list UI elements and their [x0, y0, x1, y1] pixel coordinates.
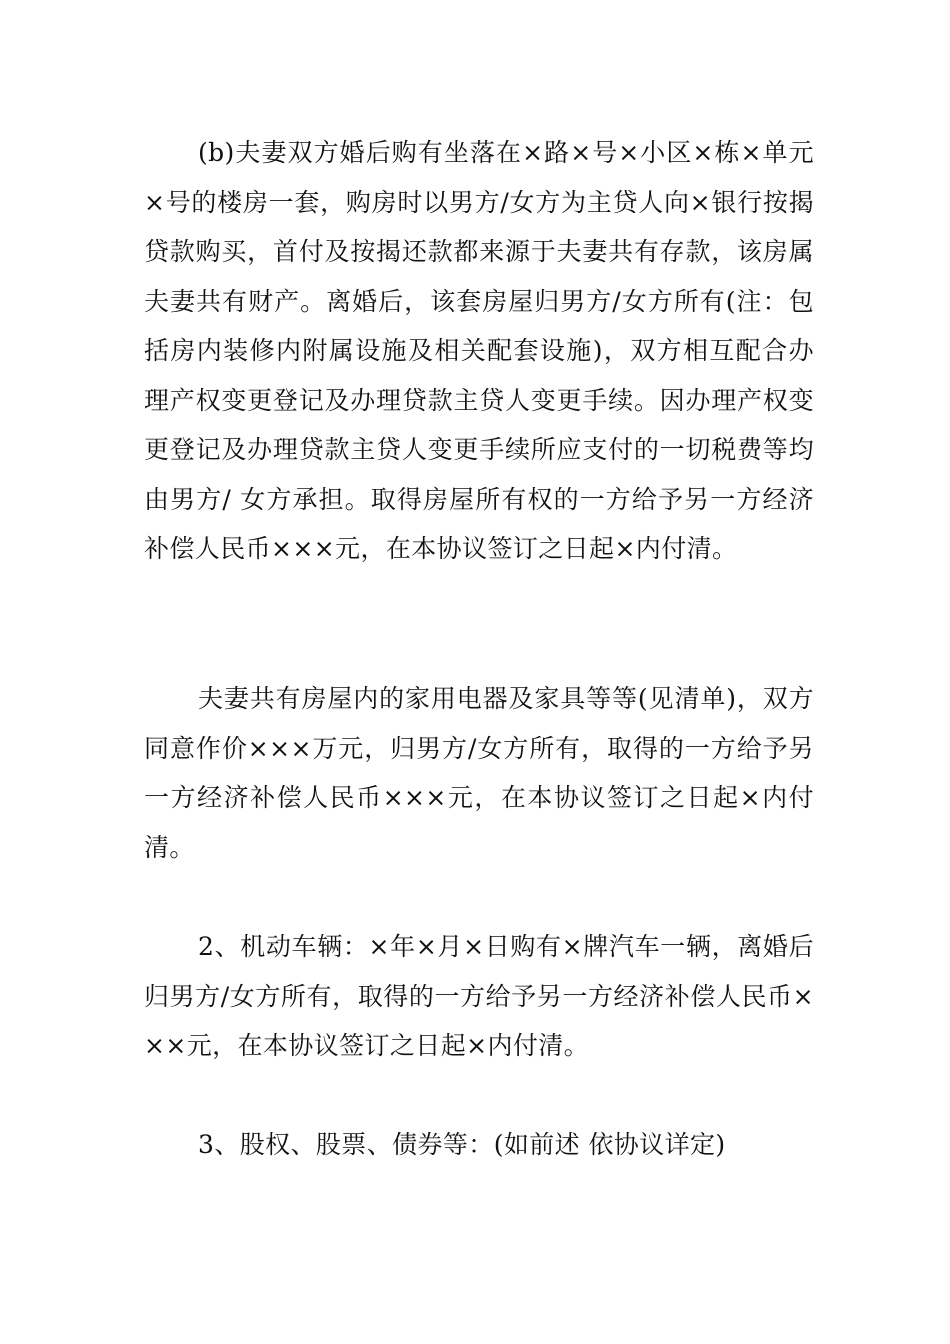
paragraph-house-property: (b)夫妻双方婚后购有坐落在×路×号×小区×栋×单元×号的楼房一套，购房时以男方/女方为主贷人向×银行按揭贷款购买，首付及按揭还款都来源于夫妻共有存款，该房属夫妻共有财产。离婚后，该套房屋归男方/女方所有(注：包括房内装修内附属设施及相关配套设施)，双方相互配合办理产权变更登记及办理贷款主贷人变更手续。因办理产权变更登记及办理贷款主贷人变更手续所应支付的一切税费等均由男方/ 女方承担。取得房屋所有权的一方给予另一方经济补偿人民币×××元，在本协议签订之日起×内付清。	[144, 138, 814, 563]
paragraph-motor-vehicle: 2、机动车辆：×年×月×日购有×牌汽车一辆，离婚后归男方/女方所有，取得的一方给予另一方经济补偿人民币×××元，在本协议签订之日起×内付清。	[144, 932, 814, 1060]
paragraph-household-appliances: 夫妻共有房屋内的家用电器及家具等等(见清单)，双方同意作价×××万元，归男方/女方所有，取得的一方给予另一方经济补偿人民币×××元，在本协议签订之日起×内付清。	[144, 684, 814, 862]
paragraph-stocks-bonds: 3、股权、股票、债券等：(如前述 依协议详定)	[198, 1130, 726, 1159]
